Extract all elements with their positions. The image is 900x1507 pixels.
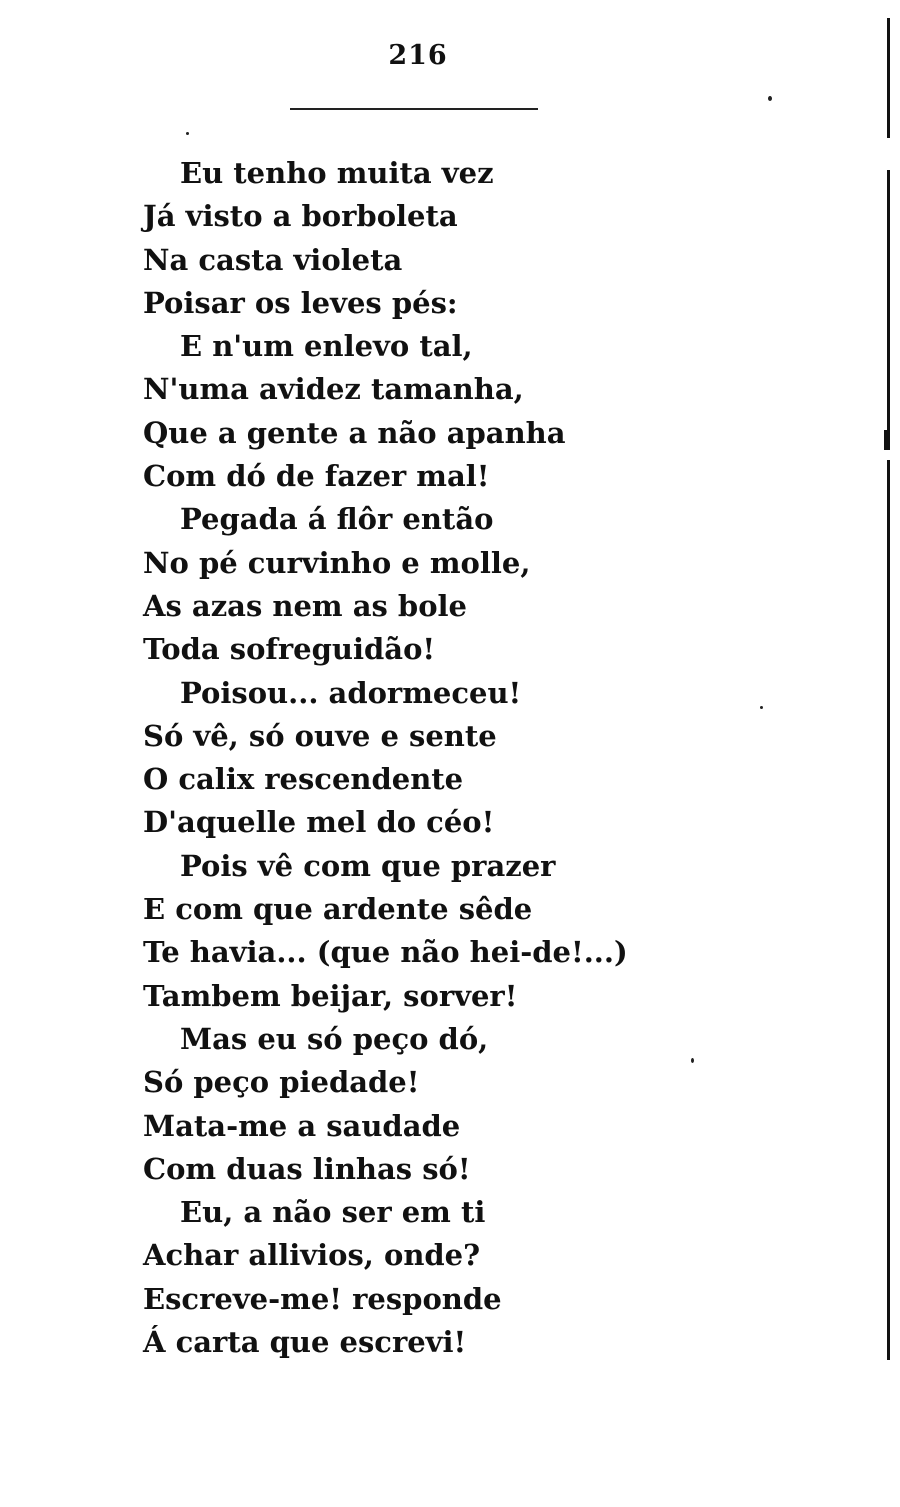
verse-line: Toda sofreguidão! — [143, 632, 436, 667]
page-number: 216 — [388, 40, 448, 71]
verse-line: Te havia... (que não hei-de!...) — [143, 935, 628, 970]
verse-line: Pois vê com que prazer — [180, 848, 556, 883]
verse-line: Já visto a borboleta — [143, 199, 458, 234]
verse-line: Mas eu só peço dó, — [180, 1021, 489, 1056]
verse-line: Na casta violeta — [143, 242, 403, 277]
scan-speck — [186, 132, 189, 135]
verse-line: D'aquelle mel do céo! — [143, 805, 495, 840]
verse-line: Com dó de fazer mal! — [143, 459, 490, 494]
page-edge-shadow — [887, 18, 890, 138]
verse-line: N'uma avidez tamanha, — [143, 372, 524, 407]
verse-line: E n'um enlevo tal, — [180, 329, 473, 364]
scan-speck — [760, 706, 763, 709]
page-edge-shadow — [887, 170, 890, 430]
scan-speck — [691, 1058, 694, 1063]
verse-line: E com que ardente sêde — [143, 892, 533, 927]
scan-speck — [768, 96, 772, 101]
verse-line: Só peço piedade! — [143, 1065, 420, 1100]
verse-line: Com duas linhas só! — [143, 1151, 471, 1186]
poem — [143, 152, 628, 1364]
header-rule — [290, 108, 538, 110]
verse-line: Poisou... adormeceu! — [180, 675, 522, 710]
verse-line: Que a gente a não apanha — [143, 415, 566, 450]
verse-line: Eu tenho muita vez — [180, 156, 494, 190]
verse-line: Poisar os leves pés: — [143, 285, 458, 320]
verse-line: Escreve-me! responde — [143, 1281, 502, 1316]
verse-line: Eu, a não ser em ti — [180, 1195, 486, 1230]
verse-line: Pegada á flôr então — [180, 502, 494, 537]
verse-line: O calix rescendente — [143, 762, 464, 797]
verse-line: Mata-me a saudade — [143, 1108, 461, 1143]
verse-line: Só vê, só ouve e sente — [143, 718, 497, 753]
verse-line: As azas nem as bole — [143, 588, 468, 623]
verse-line: Achar allivios, onde? — [143, 1238, 481, 1273]
verse-line: No pé curvinho e molle, — [143, 545, 531, 580]
page-edge-shadow — [887, 460, 890, 1360]
verse-line: Tambem beijar, sorver! — [143, 978, 518, 1013]
verse-line: Á carta que escrevi! — [143, 1325, 467, 1360]
page-edge-shadow — [884, 430, 890, 450]
